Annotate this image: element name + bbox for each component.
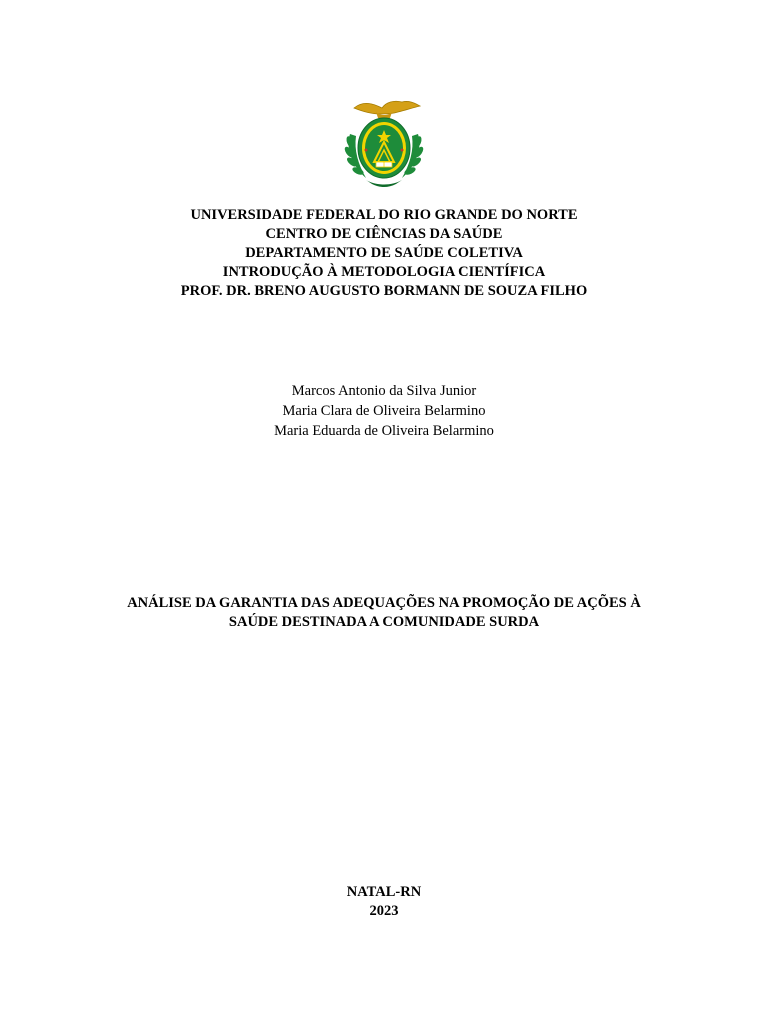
course-name: INTRODUÇÃO À METODOLOGIA CIENTÍFICA bbox=[222, 264, 546, 280]
place-and-date bbox=[0, 883, 768, 921]
author-name: Marcos Antonio da Silva Junior bbox=[291, 383, 477, 399]
department-name: DEPARTAMENTO DE SAÚDE COLETIVA bbox=[245, 245, 523, 261]
title-line: ANÁLISE DA GARANTIA DAS ADEQUAÇÕES NA PROMOÇÃO DE AÇÕES À bbox=[127, 595, 641, 611]
ufrn-coat-of-arms-icon bbox=[336, 94, 432, 190]
title-line: SAÚDE DESTINADA A COMUNIDADE SURDA bbox=[228, 614, 540, 630]
document-title bbox=[0, 594, 768, 632]
eagle-icon bbox=[354, 101, 420, 119]
authors-block bbox=[0, 381, 768, 441]
university-name: UNIVERSIDADE FEDERAL DO RIO GRANDE DO NORTE bbox=[190, 207, 578, 223]
professor-name: PROF. DR. BRENO AUGUSTO BORMANN DE SOUZA FILHO bbox=[180, 283, 588, 299]
author-name: Maria Clara de Oliveira Belarmino bbox=[282, 403, 486, 419]
institution-header bbox=[0, 206, 768, 301]
author-name: Maria Eduarda de Oliveira Belarmino bbox=[274, 423, 494, 439]
logo-svg bbox=[336, 94, 432, 190]
year: 2023 bbox=[369, 903, 399, 919]
city: NATAL-RN bbox=[346, 884, 422, 900]
center-name: CENTRO DE CIÊNCIAS DA SAÚDE bbox=[265, 226, 503, 242]
